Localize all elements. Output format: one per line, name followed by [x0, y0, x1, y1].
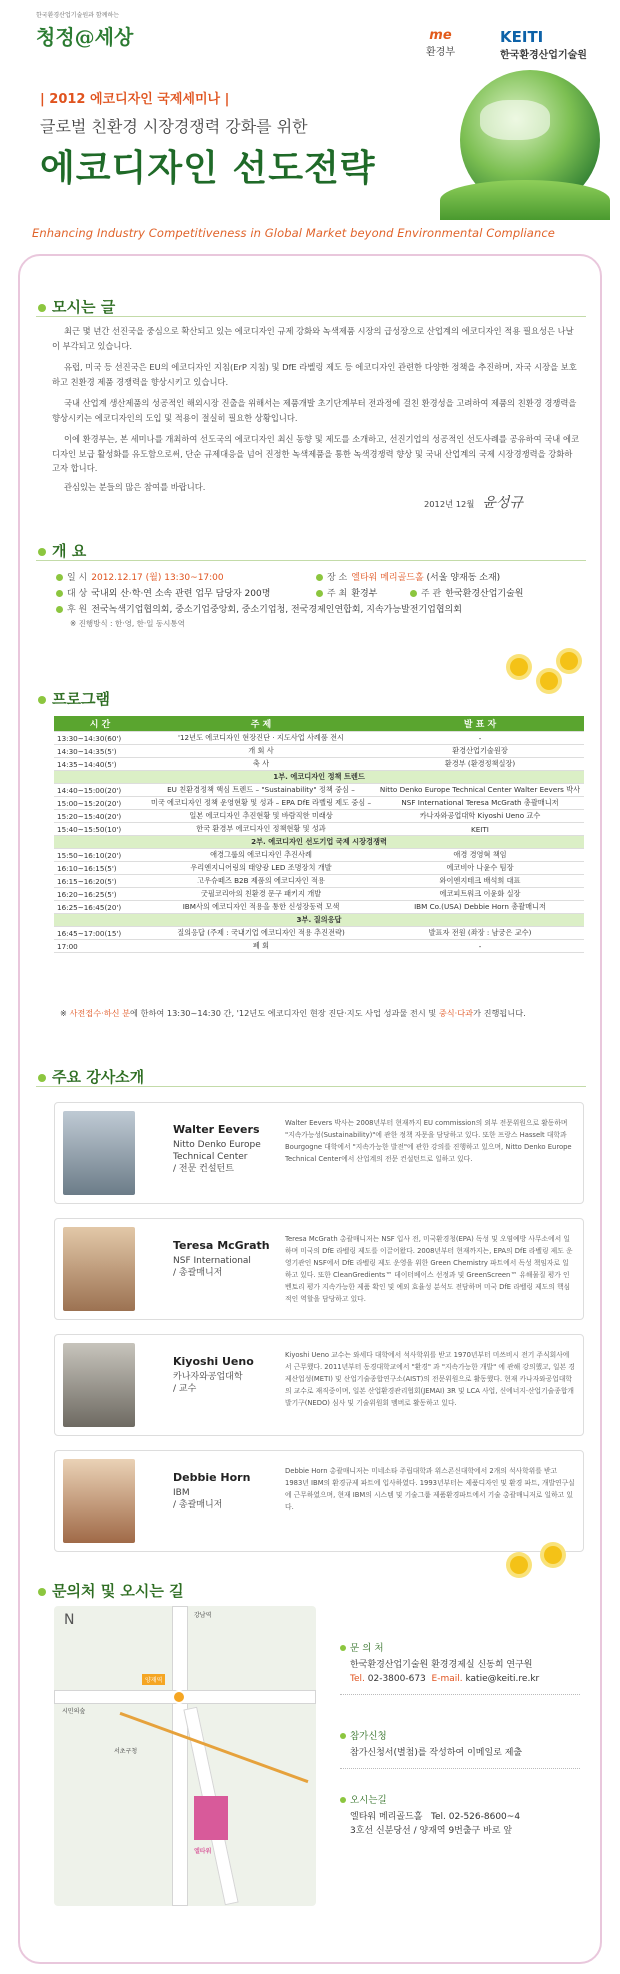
header	[0, 0, 620, 250]
page-subtitle: 글로벌 친환경 시장경쟁력 강화를 위한	[40, 117, 308, 136]
cell-speaker: 카나자와공업대학 Kiyoshi Ueno 교수	[376, 810, 584, 823]
speaker-card	[54, 1450, 584, 1552]
cell-time: 16:15~16:20(5')	[54, 875, 146, 888]
leaf-bullet-icon	[38, 304, 46, 312]
cell-subject: 우리엔지니어링의 태양광 LED 조명장치 개발	[146, 862, 376, 875]
divider	[36, 316, 586, 317]
campaign-brand: 청정@세상	[36, 25, 134, 49]
overview-host: 주 최 환경부	[316, 586, 377, 599]
cell-subject: 고우슈떼즈 B2B 제품의 에코디자인 적용	[146, 875, 376, 888]
keiti-logo[interactable]	[500, 28, 587, 61]
cell-speaker: 발표자 전원 (좌장 : 남궁은 교수)	[376, 927, 584, 940]
greeting-heading: 모시는 글	[38, 296, 115, 317]
session-row	[54, 914, 584, 927]
greeting-paragraph-2: 유럽, 미국 등 선진국은 EU의 에코디자인 지침(ErP 지침) 및 DfE 라벨링 제도 등 에코디자인 관련한 다양한 정책을 추진하며, 자국 시장을 보호하고 친환경 제품 경쟁력을 향상시키고 있습니다.	[52, 362, 577, 387]
program-note: ※ 사전접수·하신 분에 한하여 13:30~14:30 간, '12년도 에코디자인 현장 진단·지도 사업 성과물 전시 및 중식·다과가 진행됩니다.	[60, 1008, 526, 1018]
table-row	[54, 745, 584, 758]
table-row	[54, 940, 584, 953]
column-header-subject: 주 제	[146, 716, 376, 732]
speaker-photo	[63, 1111, 135, 1195]
me-mark-icon: me	[429, 28, 452, 43]
table-row	[54, 823, 584, 836]
ministry-name: 환경부	[426, 47, 455, 58]
page-title: 에코디자인 선도전략	[40, 148, 376, 189]
map-label-gangnam: 강남역	[194, 1612, 212, 1619]
speaker-card	[54, 1334, 584, 1436]
bullet-icon	[410, 590, 417, 597]
cell-subject: 미국 에코디자인 정책 운영현황 및 성과 – EPA DfE 라벨링 제도 중심 –	[146, 797, 376, 810]
route-subway: 3호선 신분당선 / 양재역 9번출구 바로 앞	[350, 1826, 513, 1836]
speaker-name: Kiyoshi Ueno	[173, 1355, 254, 1368]
overview-organizer: 주 관 한국환경산업기술원	[410, 586, 524, 599]
keiti-mark: KEITI	[500, 28, 544, 46]
greeting-signature: 2012년 12월 윤성규	[424, 495, 523, 511]
cell-time: 13:30~14:30(60')	[54, 732, 146, 745]
cell-speaker: IBM Co.(USA) Debbie Horn 총괄매니저	[376, 901, 584, 914]
speakers-heading: 주요 강사소개	[38, 1066, 144, 1087]
overview-place: 장 소 엘타워 메리골드홀 (서울 양재동 소재)	[316, 570, 500, 583]
speaker-photo	[63, 1459, 135, 1543]
cell-speaker: -	[376, 732, 584, 745]
bullet-icon	[56, 606, 63, 613]
speaker-name: Debbie Horn	[173, 1471, 251, 1484]
cell-speaker: 와이엔지테크 배석희 대표	[376, 875, 584, 888]
table-row	[54, 797, 584, 810]
cell-subject: 한국 환경부 에코디자인 정책현황 및 성과	[146, 823, 376, 836]
seminar-label: | 2012 에코디자인 국제세미나 |	[40, 92, 230, 107]
cell-speaker: NSF International Teresa McGrath 총괄매니저	[376, 797, 584, 810]
divider	[340, 1768, 580, 1769]
cell-speaker: 에코비아 나윤수 팀장	[376, 862, 584, 875]
english-title: Enhancing Industry Competitiveness in Global Market beyond Environmental Compliance	[32, 226, 555, 240]
table-row	[54, 810, 584, 823]
venue-marker[interactable]	[194, 1796, 228, 1840]
cell-time: 15:40~15:50(10')	[54, 823, 146, 836]
inquiry-org: 한국환경산업기술원 환경경제실 신동희 연구원	[350, 1660, 533, 1670]
greeting-paragraph-1: 최근 몇 년간 선진국을 중심으로 확산되고 있는 에코디자인 규제 강화와 녹색제품 시장의 급성장으로 산업계의 에코디자인 적용 필요성은 나날이 부각되고 있습니다.	[52, 326, 574, 351]
north-arrow-icon: N	[64, 1612, 75, 1628]
bullet-icon	[56, 590, 63, 597]
contact-inquiry: 문 의 처 한국환경산업기술원 환경경제실 신동희 연구원 Tel. 02-3800-673 E-mail. katie@keiti.re.kr	[340, 1640, 580, 1695]
greeting-paragraph-4: 이에 환경부는, 본 세미나를 개최하여 선도국의 에코디자인 최신 동향 및 제도를 소개하고, 선진기업의 성공적인 선도사례를 공유하여 국내 에코디자인 보급 활성화를 유도함으로써, 단순 규제대응을 넘어 진정한 녹색제품을 통한 녹색경쟁력 향상 및 국내 산업계의 국제 시장경쟁력을 강화하고자 합니다.	[52, 434, 579, 473]
table-header-row	[54, 716, 584, 732]
cell-time: 14:35~14:40(5')	[54, 758, 146, 771]
cell-time: 15:50~16:10(20')	[54, 849, 146, 862]
greeting-paragraph-3: 국내 산업계 생산제품의 성공적인 해외시장 진출을 위해서는 제품개발 초기단계부터 전과정에 걸친 환경성을 고려하여 제품의 친환경 경쟁력을 향상시키는 에코디자인의 도입 및 적용이 절실히 필요한 상황입니다.	[52, 398, 577, 423]
bullet-icon	[340, 1645, 346, 1651]
cell-speaker: 애경 경영혁 책임	[376, 849, 584, 862]
session-row	[54, 771, 584, 784]
table-row	[54, 758, 584, 771]
leaf-bullet-icon	[38, 1074, 46, 1082]
bullet-icon	[316, 574, 323, 581]
divider	[36, 1086, 586, 1087]
apply-text: 참가신청서(별첨)를 작성하여 이메일로 제출	[350, 1748, 523, 1758]
program-table	[54, 716, 584, 953]
overview-sponsor: 후 원 전국녹색기업협의회, 중소기업중앙회, 중소기업청, 전국경제인연합회, 지속가능발전기업협의회	[56, 602, 462, 615]
cell-subject: 축 사	[146, 758, 376, 771]
cell-subject: 굿필코리아의 친환경 문구 패키지 개발	[146, 888, 376, 901]
divider	[340, 1694, 580, 1695]
cell-time: 17:00	[54, 940, 146, 953]
campaign-tagline: 한국환경산업기술원과 함께하는	[36, 12, 120, 19]
cell-subject: EU 친환경정책 핵심 트렌드 – "Sustainability" 정책 중심 –	[146, 784, 376, 797]
session-title: 3부. 질의응답	[54, 914, 584, 927]
overview-target: 대 상 국내외 산·학·연 소속 관련 업무 담당자 200명	[56, 586, 270, 599]
greeting-paragraph-5: 관심있는 분들의 많은 참여를 바랍니다.	[64, 482, 206, 492]
cell-subject: IBM사의 에코디자인 적용을 통한 신성장동력 모색	[146, 901, 376, 914]
speaker-bio: Kiyoshi Ueno 교수는 와세다 대학에서 석사학위를 받고 1970년부터 미쓰비시 전기 주식회사에서 근무했다. 2011년부터 동경대학교에서 "환경" 과 "지속가능한 개발" 에 관해 강의했고, 일본 경제산업성(METI) 및 산업기술종합연구소(AIST)의 전문위원으로 활동했다. 현재 카나자와공업대학의 교수로 재직중이며, 일본 산업환경관리협회(JEMAI) 3R 및 LCA 사업, 신에너지·산업기술종합개발기구(NEDO) 심사 및 기술위원회 멤버로 활동하고 있다.	[285, 1351, 575, 1407]
speaker-card	[54, 1102, 584, 1204]
station-icon	[172, 1690, 186, 1704]
bullet-icon	[316, 590, 323, 597]
table-row	[54, 875, 584, 888]
cell-subject: 개 회 사	[146, 745, 376, 758]
speaker-affiliation: 카나자와공업대학 / 교수	[173, 1372, 243, 1394]
cell-speaker: 환경부 (환경정책실장)	[376, 758, 584, 771]
cell-time: 16:25~16:45(20')	[54, 901, 146, 914]
cell-time: 16:10~16:15(5')	[54, 862, 146, 875]
table-row	[54, 901, 584, 914]
bullet-icon	[340, 1733, 346, 1739]
cell-subject: '12년도 에코디자인 현장진단 · 지도사업 사례품 전시	[146, 732, 376, 745]
map-label-venue: 엘타워	[194, 1848, 212, 1855]
speaker-bio: Walter Eevers 박사는 2008년부터 현재까지 EU commission의 외부 전문위원으로 활동하며 "지속가능성(Sustainability)"에 관한 정책 자문을 담당하고 있다. 또한 프랑스 Hasselt 대학과 Bourgogne 대학에서 "지속가능한 발전"에 관한 강의를 진행하고 있으며, Nitto Denko Europe Technical Center에서 산업계의 전문 컨설턴트로 일하고 있다.	[285, 1119, 572, 1163]
contact-apply: 참가신청 참가신청서(별첨)를 작성하여 이메일로 제출	[340, 1728, 580, 1769]
campaign-logo[interactable]	[36, 10, 156, 50]
map-label-yangjae: 양재역	[142, 1674, 165, 1685]
map-label-citizen-forest: 시민의숲	[62, 1708, 86, 1715]
speaker-photo	[63, 1343, 135, 1427]
cell-speaker: -	[376, 940, 584, 953]
cell-speaker: 에코피트워크 이윤화 실장	[376, 888, 584, 901]
speaker-affiliation: NSF International / 총괄매니저	[173, 1256, 251, 1278]
inquiry-tel[interactable]: 02-3800-673	[367, 1674, 426, 1684]
cell-time: 14:30~14:35(5')	[54, 745, 146, 758]
session-row	[54, 836, 584, 849]
session-title: 2부. 에코디자인 선도기업 국제 시장경쟁력	[54, 836, 584, 849]
route-tel[interactable]: Tel. 02-526-8600~4	[431, 1812, 521, 1822]
overview-heading: 개 요	[38, 540, 86, 561]
speaker-affiliation: Nitto Denko Europe Technical Center / 전문 컨설턴트	[173, 1140, 261, 1174]
flower-illustration-icon	[500, 1540, 580, 1600]
cell-subject: 폐 회	[146, 940, 376, 953]
map-road	[172, 1606, 188, 1906]
location-map[interactable]	[54, 1606, 316, 1906]
leaf-bullet-icon	[38, 548, 46, 556]
table-row	[54, 862, 584, 875]
speaker-name: Walter Eevers	[173, 1123, 260, 1136]
table-row	[54, 732, 584, 745]
inquiry-email[interactable]: katie@keiti.re.kr	[465, 1674, 540, 1684]
cell-subject: 질의응답 (주제 : 국내기업 에코디자인 적용 추진전략)	[146, 927, 376, 940]
cell-time: 16:20~16:25(5')	[54, 888, 146, 901]
overview-date: 일 시 2012.12.17 (월) 13:30~17:00	[56, 570, 224, 583]
cell-time: 14:40~15:00(20')	[54, 784, 146, 797]
speaker-bio: Teresa McGrath 총괄매니저는 NSF 입사 전, 미국환경청(EPA) 독성 및 오염예방 사무소에서 일하며 미국의 DfE 라벨링 제도를 이끌어왔다. 2008년부터 현재까지는, EPA의 DfE 라벨링 제도 운영기관인 NSF에서 DfE 라벨링 제도 운영을 위한 Green Chemistry 파트에서 독성 책임자로 일하고 있다. 또한 CleanGredients™ 데이터베이스 선정과 및 GreenScreen™ 유해물질 평가 인벤토리 평가 지속가능한 제품 확인 및 예외 효율성 분석도 전담하며 미국 DfE 라벨링 제도의 핵심적인 역할을 담당하고 있다.	[285, 1235, 573, 1303]
map-label-seocho: 서초구청	[114, 1748, 138, 1755]
speaker-photo	[63, 1227, 135, 1311]
table-row	[54, 849, 584, 862]
cell-subject: 일본 에코디자인 추진현황 및 바람직한 미래상	[146, 810, 376, 823]
bullet-icon	[56, 574, 63, 581]
keiti-name: 한국환경산업기술원	[500, 50, 587, 61]
contact-heading: 문의처 및 오시는 길	[38, 1580, 184, 1601]
speaker-card	[54, 1218, 584, 1320]
divider	[36, 560, 586, 561]
ministry-logo[interactable]	[426, 28, 455, 58]
speaker-affiliation: IBM / 총괄매니저	[173, 1488, 223, 1510]
session-title: 1부. 에코디자인 정책 트렌드	[54, 771, 584, 784]
cell-time: 16:45~17:00(15')	[54, 927, 146, 940]
cell-subject: 애경그룹의 에코디자인 추진사례	[146, 849, 376, 862]
cell-time: 15:20~15:40(20')	[54, 810, 146, 823]
cell-time: 15:00~15:20(20')	[54, 797, 146, 810]
grass-illustration-icon	[440, 180, 610, 220]
contact-route: 오시는길 엘타워 메리골드홀 Tel. 02-526-8600~4 3호선 신분당선 / 양재역 9번출구 바로 앞	[340, 1792, 520, 1838]
cell-speaker: Nitto Denko Europe Technical Center Walter Eevers 박사	[376, 784, 584, 797]
program-heading: 프로그램	[38, 688, 110, 709]
table-row	[54, 888, 584, 901]
speaker-name: Teresa McGrath	[173, 1239, 270, 1252]
overview-method-note: ※ 진행방식 : 한·영, 한·일 동시통역	[70, 619, 185, 628]
leaf-bullet-icon	[38, 1588, 46, 1596]
subway-line	[120, 1712, 309, 1783]
table-row	[54, 927, 584, 940]
speaker-bio: Debbie Horn 총괄매니저는 미네소타 주립대학과 위스콘신대학에서 2개의 석사학위를 받고 1983년 IBM의 환경규제 파트에 입사하였다. 1993년부터는 제품디자인 및 환경 파트, 개발연구실에 근무하였으며, 현재 IBM의 시스템 및 기술그룹 제품환경파트에서 기술 총괄매니저로 일하고 있다.	[285, 1467, 575, 1511]
flower-illustration-icon	[500, 648, 580, 708]
cell-speaker: KEITI	[376, 823, 584, 836]
route-venue: 엘타워 메리골드홀	[350, 1812, 423, 1822]
leaf-bullet-icon	[38, 696, 46, 704]
column-header-time: 시 간	[54, 716, 146, 732]
signature-icon: 윤성규	[482, 495, 523, 511]
table-row	[54, 784, 584, 797]
cell-speaker: 환경산업기술원장	[376, 745, 584, 758]
bullet-icon	[340, 1797, 346, 1803]
column-header-speaker: 발 표 자	[376, 716, 584, 732]
